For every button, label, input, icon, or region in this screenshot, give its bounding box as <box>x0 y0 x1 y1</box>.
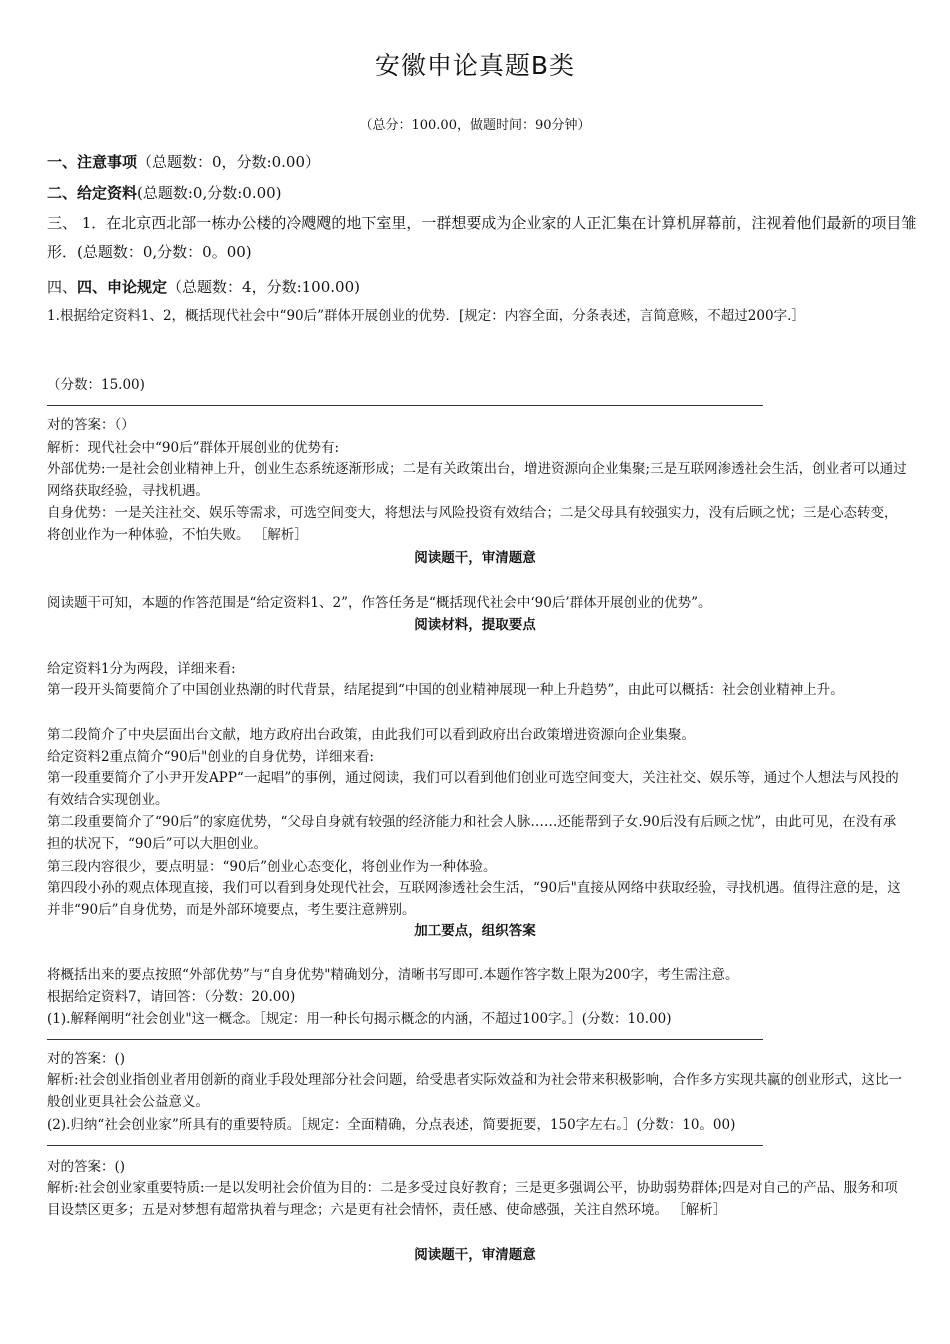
material-paragraph: 第二段重要简介了“90后”的家庭优势，“父母自身就有较强的经济能力和社会人脉……还能帮到子女.90后没有后顾之忧”，由此可见，在没有承担的状况下，“90后”可以大胆创业。 <box>47 814 897 852</box>
heading-read-question-2: 阅读题干，审清题意 <box>414 1247 536 1263</box>
question-1-text: 1.根据给定资料1、2，概括现代社会中“90后”群体开展创业的优势．[规定：内容全面，分条表述，言简意赅，不超过200字.］ <box>47 308 805 324</box>
section-4: 四、四、申论规定（总题数：4，分数:100.00) <box>47 278 360 296</box>
question-2-intro: 根据给定资料7，请回答：（分数：20.00) <box>47 989 296 1005</box>
question-1-score: （分数：15.00) <box>47 377 145 393</box>
section-4-meta: （总题数：4，分数:100.00) <box>167 278 360 296</box>
material-paragraph: 第四段小孙的观点体现直接，我们可以看到身处现代社会，互联网渗透社会生活，“90后"直接从网络中获取经验，寻找机遇。值得注意的是，这并非“90后”自身优势，而是外部环境要点，考生要注意辨别。 <box>47 880 901 918</box>
question-1-internal-advantages: 自身优势：一是关注社交、娱乐等需求，可选空间变大，将想法与风险投资有效结合；二是父母具有较强实力，没有后顾之忧；三是心态转变，将创业作为一种体验，不怕失败。 ［解析］ <box>47 505 898 543</box>
question-1-external-advantages: 外部优势:一是社会创业精神上升，创业生态系统逐渐形成；二是有关政策出台，增进资源向企业集聚;三是互联网渗透社会生活，创业者可以通过网络获取经验，寻找机遇。 <box>47 461 907 499</box>
material-paragraph: 第二段简介了中央层面出台文献，地方政府出台政策，由此我们可以看到政府出台政策增进资源向企业集聚。 <box>47 727 695 743</box>
question-1-analysis: 解析：现代社会中“90后”群体开展创业的优势有: <box>47 440 340 456</box>
question-2-sub-2-analysis: 解析:社会创业家重要特质:一是以发明社会价值为目的：二是多受过良好教育；三是更多强调公平，协助弱势群体;四是对自己的产品、服务和项目设禁区更多；五是对梦想有超常执着与理念；六是更有社会情怀，责任感、使命感强，关注自然环境。 ［解析］ <box>47 1180 898 1218</box>
question-2-sub-1: (1).解释阐明“社会创业"这一概念。［规定：用一种长句揭示概念的内涵，不超过100字。］(分数：10.00) <box>47 1011 672 1027</box>
section-2 <box>47 182 282 203</box>
section-4-heading: 四、申论规定 <box>77 278 168 296</box>
heading-read-material: 阅读材料，提取要点 <box>414 617 536 633</box>
section-2-meta: (总题数:0,分数:0.00) <box>137 184 282 202</box>
question-1-answer: 对的答案：（） <box>47 417 135 433</box>
divider <box>47 405 763 406</box>
material-paragraph: 第一段开头简要简介了中国创业热潮的时代背景，结尾提到“中国的创业精神展现一种上升趋势”，由此可以概括：社会创业精神上升。 <box>47 682 844 698</box>
question-2-sub-1-answer: 对的答案：() <box>47 1051 126 1067</box>
divider <box>47 1145 763 1146</box>
section-1-heading: 一、注意事项 <box>47 153 138 171</box>
section-1 <box>47 151 320 172</box>
section-1-meta: （总题数：0，分数:0.00） <box>137 153 321 171</box>
material-paragraph: 给定资料2重点简介“90后"创业的自身优势，详细来看: <box>47 749 374 765</box>
page-subtitle: （总分：100.00，做题时间：90分钟） <box>359 118 591 133</box>
heading-organize-answer: 加工要点，组织答案 <box>414 923 536 939</box>
page-title: 安徽申论真题B类 <box>374 51 576 80</box>
material-paragraph: 第三段内容很少，要点明显：“90后”创业心态变化，将创业作为一种体验。 <box>47 859 497 875</box>
section-3: 三、 1．在北京西北部一栋办公楼的冷飕飕的地下室里，一群想要成为企业家的人正汇集在计算机屏幕前，注视着他们最新的项目雏形．(总题数：0,分数：0。00) <box>47 214 917 261</box>
material-paragraph: 给定资料1分为两段，详细来看: <box>47 661 236 677</box>
section-2-heading: 二、给定资料 <box>47 184 138 202</box>
question-2-sub-2-answer: 对的答案：() <box>47 1159 126 1175</box>
question-2-sub-2: (2).归纳“社会创业家”所具有的重要特质。［规定：全面精确，分点表述，简要扼要，150字左右。］(分数：10。00) <box>47 1117 736 1133</box>
question-1-conclusion: 将概括出来的要点按照“外部优势”与“自身优势"精确划分，清晰书写即可.本题作答字数上限为200字，考生需注意。 <box>47 967 739 983</box>
heading-read-question: 阅读题干，审清题意 <box>414 550 536 566</box>
question-1-reading-note: 阅读题干可知，本题的作答范围是“给定资料1、2”，作答任务是“概括现代社会中‘90后’群体开展创业的优势”。 <box>47 595 712 611</box>
divider <box>47 1039 763 1040</box>
question-2-sub-1-analysis: 解析:社会创业指创业者用创新的商业手段处理部分社会问题，给受患者实际效益和为社会带来积极影响，合作多方实现共赢的创业形式，这比一般创业更具社会公益意义。 <box>47 1072 903 1110</box>
material-paragraph: 第一段重要简介了小尹开发APP“一起唱”的事例，通过阅读，我们可以看到他们创业可选空间变大，关注社交、娱乐等，通过个人想法与风投的有效结合实现创业。 <box>47 770 899 808</box>
